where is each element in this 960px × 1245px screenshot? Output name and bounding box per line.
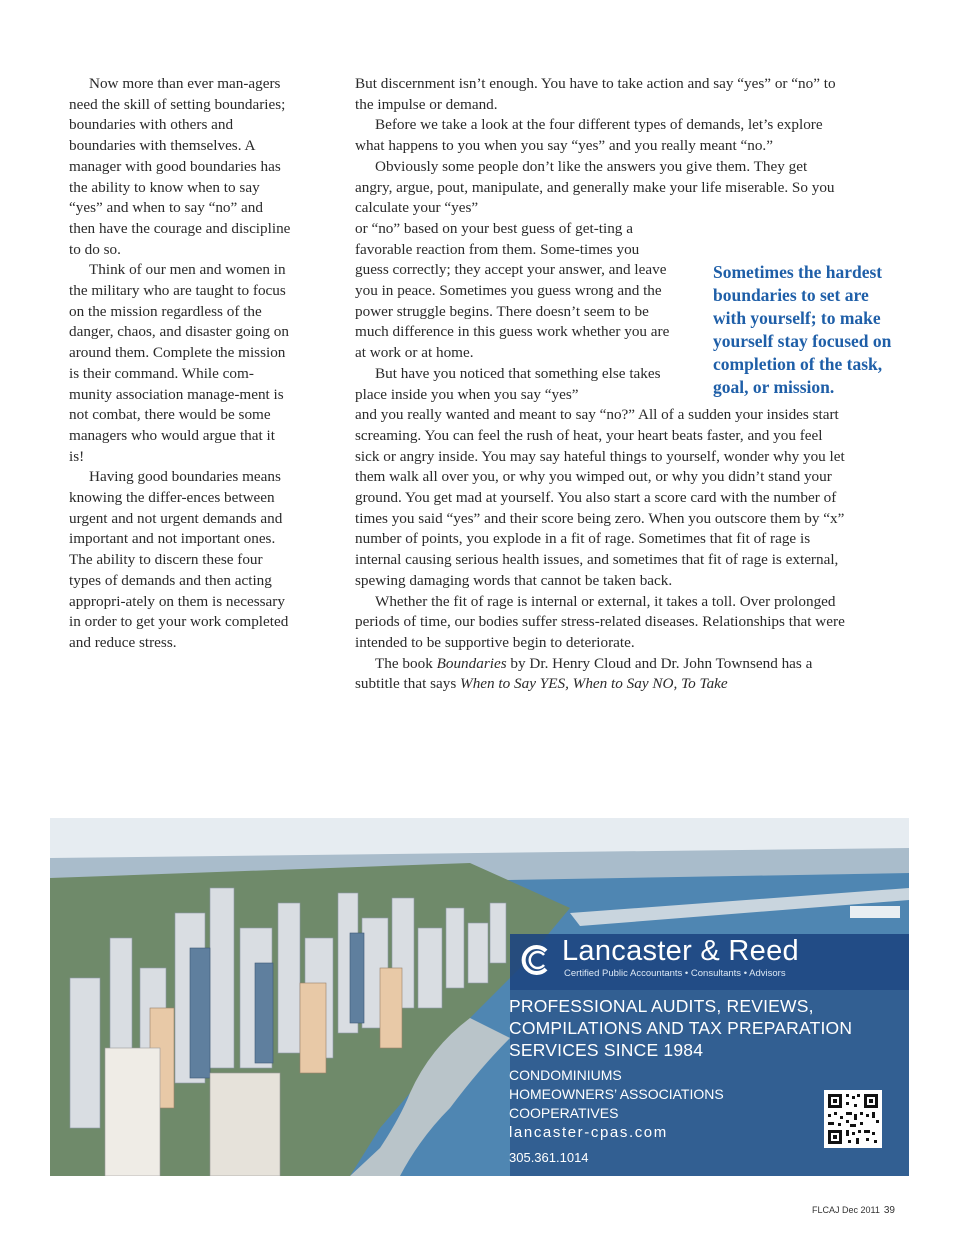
ad-brand-name: Lancaster & Reed	[562, 935, 799, 967]
ad-headline-line: PROFESSIONAL AUDITS, REVIEWS,	[509, 996, 814, 1016]
company-logo-icon	[520, 943, 554, 977]
wrapped-text-block	[355, 219, 670, 405]
ad-headline-line: SERVICES SINCE 1984	[509, 1040, 704, 1060]
ad-service-item: HOMEOWNERS’ ASSOCIATIONS	[509, 1086, 724, 1102]
left-column	[69, 74, 291, 654]
body-paragraph: Having good boundaries means knowing the differ-ences between urgent and not urgent demands and important and not important ones. The ability to discern these four types of demands and then acting appropri-ately on them is necessary in order to get your work completed and reduce stress.	[69, 468, 289, 651]
body-paragraph: or “no” based on your best guess of get-ting a favorable reaction from them. Some-times you guess correctly; they accept your answer, and leave you in peace. Sometimes you guess wrong and the power struggle begins. There doesn’t seem to be much difference in this guess work whether you are at work or at home.	[355, 219, 670, 362]
book-title: Boundaries	[436, 654, 507, 672]
book-subtitle: When to Say YES, When to Say NO, To Take	[460, 675, 728, 693]
body-paragraph: Now more than ever man-agers need the skill of setting boundaries; boundaries with others and boundaries with themselves. A manager with good boundaries has the ability to know when to say “yes” and when to say “no” and then have the courage and discipline to do so.	[69, 75, 291, 258]
ad-headline	[509, 995, 904, 1061]
ad-headline-line: COMPILATIONS AND TAX PREPARATION	[509, 1018, 853, 1038]
text-run: by Dr. Henry Cloud and Dr. John Townsend has a subtitle that says	[355, 654, 813, 693]
advertisement[interactable]	[50, 818, 909, 1176]
body-paragraph: Obviously some people don’t like the answers you give them. They get angry, argue, pout, manipulate, and generally make your life miserable. So you calculate your “yes”	[355, 157, 835, 217]
body-paragraph: Whether the fit of rage is internal or external, it takes a toll. Over prolonged periods of time, our bodies suffer stress-related diseases. Relationships that were intended to be supportive begin to deteriorate.	[355, 592, 845, 651]
ad-tagline: Certified Public Accountants • Consultants • Advisors	[564, 968, 786, 979]
ad-phone-number[interactable]: 305.361.1014	[509, 1150, 589, 1165]
ad-service-item: COOPERATIVES	[509, 1105, 619, 1121]
pull-quote: Sometimes the hardest boundaries to set are with yourself; to make yourself stay focused on completion of the task, goal, or mission.	[713, 262, 892, 397]
publication-name: FLCAJ Dec 2011	[812, 1205, 880, 1215]
body-paragraph: Think of our men and women in the military who are taught to focus on the mission regardless of the danger, chaos, and disaster going on around them. Complete the mission is their command. While com-munity association manage-ment is not combat, there would be some managers who would argue that it is!	[69, 261, 289, 465]
body-paragraph	[355, 654, 847, 695]
body-paragraph: But have you noticed that something else takes place inside you when you say “yes”	[355, 364, 661, 403]
body-paragraph: But discernment isn’t enough. You have to take action and say “yes” or “no” to the impulse or demand.	[355, 75, 836, 113]
qr-code-icon[interactable]	[824, 1090, 882, 1148]
body-paragraph: and you really wanted and meant to say “no?” All of a sudden your insides start screaming. You can feel the rush of heat, your heart beats faster, and you feel sick or angry inside. You may say hateful things to yourself, wonder why you let them walk all over you, or why you wimped out, or why you didn’t stand your ground. You get mad at yourself. You also start a score card with the number of times you said “yes” and their score being zero. When you outscore them by “x” number of points, you explode in a fit of rage. Sometimes that fit of rage is internal causing serious health issues, and sometimes that fit of rage is external, spewing damaging words that cannot be taken back.	[355, 406, 845, 589]
ad-services-list	[509, 1066, 724, 1123]
text-run: The book	[375, 654, 437, 672]
ad-service-item: CONDOMINIUMS	[509, 1067, 622, 1083]
ad-website-link[interactable]: lancaster-cpas.com	[509, 1124, 668, 1141]
page-number: 39	[883, 1205, 895, 1216]
body-paragraph: Before we take a look at the four different types of demands, let’s explore what happens to you when you say “yes” and you really meant “no.”	[355, 116, 823, 155]
page-footer	[812, 1205, 895, 1216]
